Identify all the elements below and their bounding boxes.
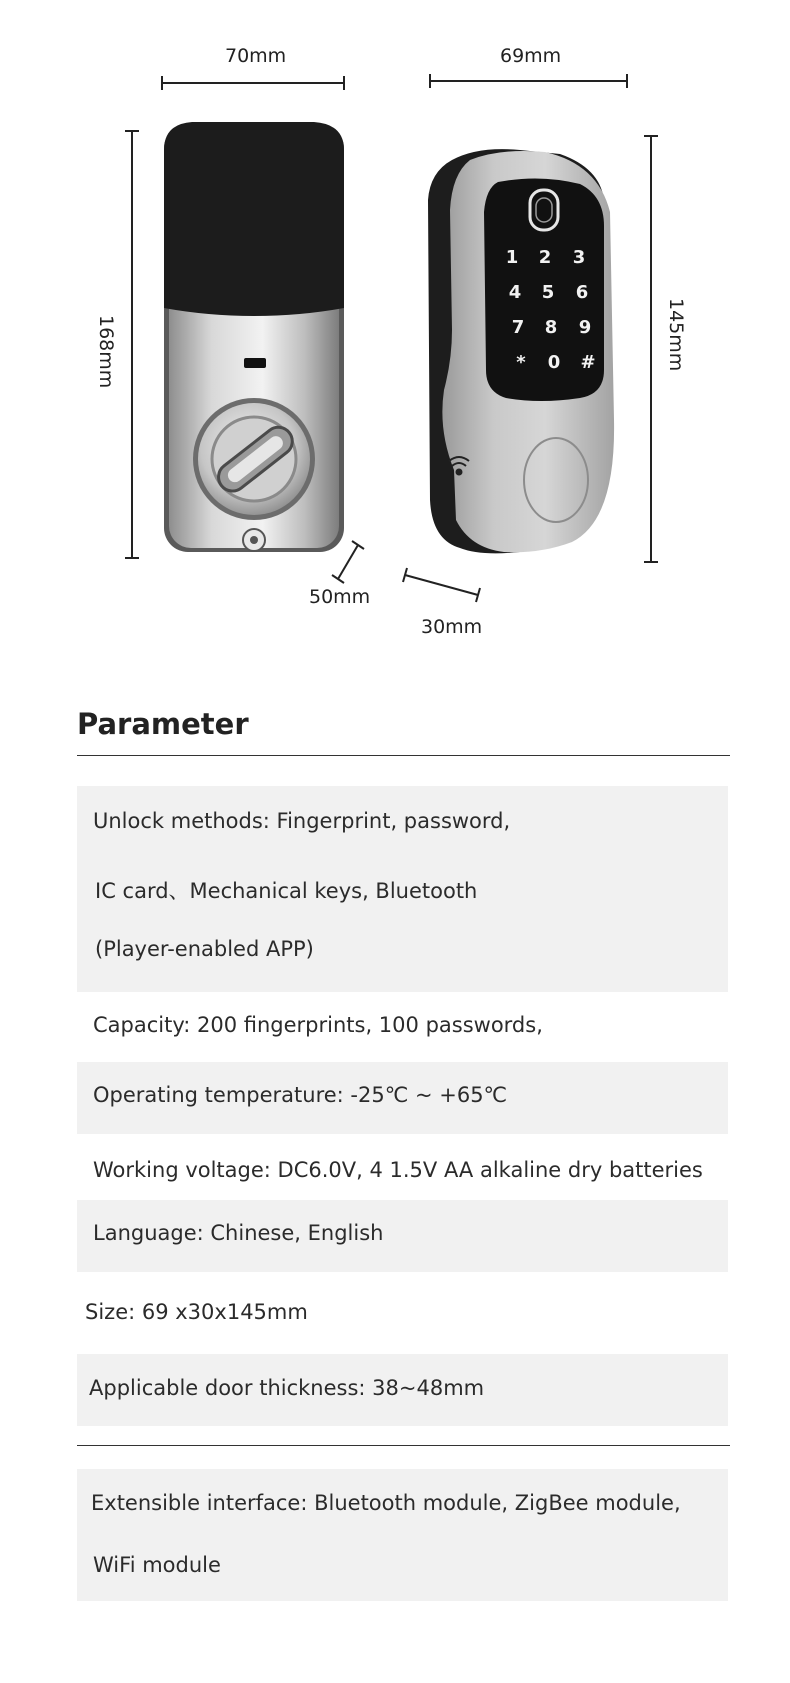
param-row-language xyxy=(77,1200,728,1272)
front-width-label: 70mm xyxy=(225,45,287,67)
keypad-key: 6 xyxy=(575,282,589,303)
front-depth-dimension xyxy=(332,541,364,583)
front-height-label: 168mm xyxy=(95,315,117,389)
param-text: Unlock methods: Fingerprint, password, xyxy=(93,809,511,833)
param-text: Applicable door thickness: 38~48mm xyxy=(89,1376,485,1400)
param-text: (Player-enabled APP) xyxy=(95,937,314,961)
front-width-dimension xyxy=(162,76,344,90)
keypad-key: 9 xyxy=(578,317,592,338)
keypad-key: * xyxy=(516,352,526,373)
keypad-key: 3 xyxy=(572,247,586,268)
param-text: Size: 69 x30x145mm xyxy=(85,1300,308,1324)
front-depth-label: 50mm xyxy=(309,586,371,608)
keypad-key: 8 xyxy=(544,317,558,338)
back-width-dimension xyxy=(430,74,627,88)
back-height-dimension xyxy=(644,136,658,562)
param-text: IC card、Mechanical keys, Bluetooth xyxy=(95,879,478,903)
param-text: Language: Chinese, English xyxy=(93,1221,384,1245)
product-diagram xyxy=(0,0,790,660)
back-depth-label: 30mm xyxy=(421,616,483,638)
param-text: WiFi module xyxy=(93,1553,221,1577)
param-row-extensible-interface xyxy=(77,1469,728,1601)
keypad-key: 2 xyxy=(538,247,552,268)
back-height-label: 145mm xyxy=(665,298,687,372)
back-depth-dimension xyxy=(403,568,480,602)
param-row-working-voltage xyxy=(77,1134,728,1200)
keypad-key: 5 xyxy=(541,282,555,303)
front-height-dimension xyxy=(125,131,139,558)
back-width-label: 69mm xyxy=(500,45,562,67)
section-title: Parameter xyxy=(77,707,249,741)
keypad-key: # xyxy=(580,352,596,373)
keypad-key: 4 xyxy=(508,282,522,303)
section-divider xyxy=(77,1445,730,1446)
keypad-key: 1 xyxy=(505,247,519,268)
param-row-door-thickness xyxy=(77,1354,728,1426)
param-text: Working voltage: DC6.0V, 4 1.5V AA alkaline dry batteries xyxy=(93,1158,703,1182)
param-row-unlock-methods xyxy=(77,786,728,992)
param-row-operating-temperature xyxy=(77,1062,728,1134)
param-row-size xyxy=(77,1272,728,1354)
interior-unit xyxy=(160,122,348,552)
keypad-key: 7 xyxy=(511,317,525,338)
title-divider xyxy=(77,755,730,756)
param-text: Operating temperature: -25℃ ~ +65℃ xyxy=(93,1083,508,1107)
param-text: Extensible interface: Bluetooth module, ZigBee module, xyxy=(91,1491,681,1515)
param-text: Capacity: 200 fingerprints, 100 passwords, xyxy=(93,1013,543,1037)
keypad-key: 0 xyxy=(547,352,561,373)
param-row-capacity xyxy=(77,992,728,1062)
